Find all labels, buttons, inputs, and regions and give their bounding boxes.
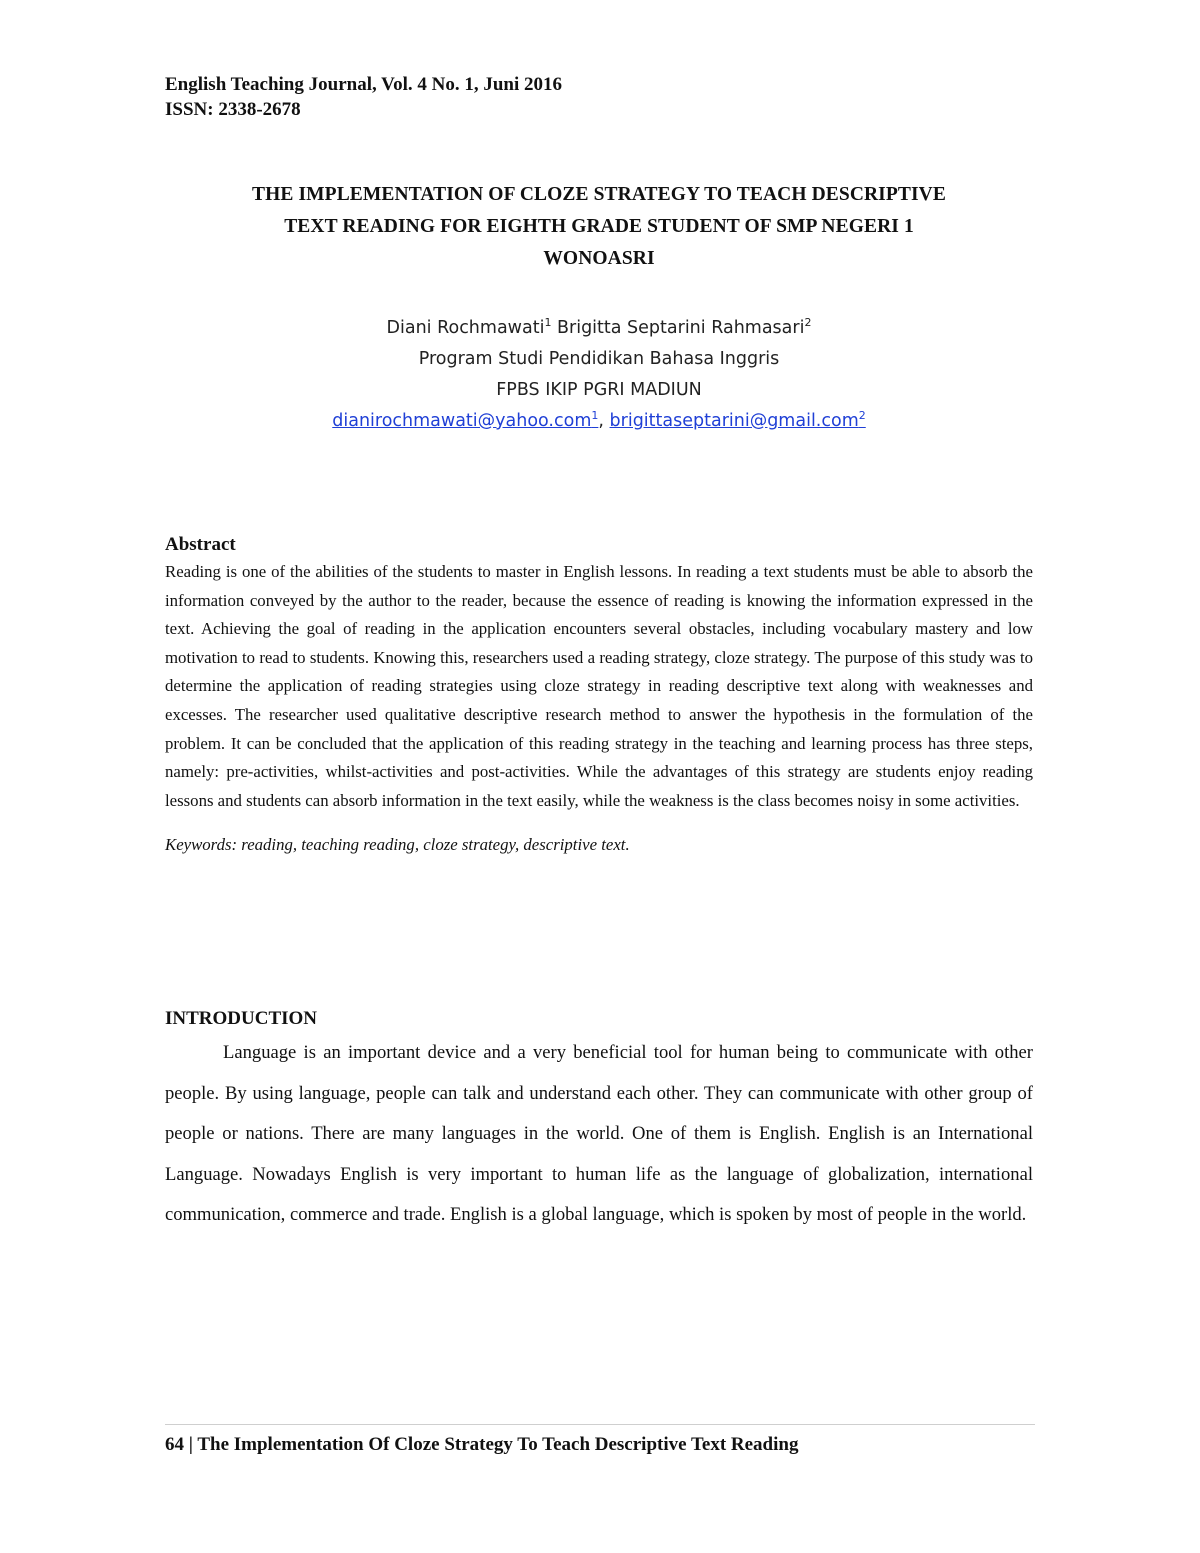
email-separator: , — [598, 411, 604, 431]
email-link[interactable]: brigittaseptarini@gmail.com$^2$ — [609, 409, 866, 431]
introduction-body: Language is an important device and a very beneficial tool for human being to communicate with other people. By using language, people can talk and understand each other. They can communicate with other group of people or nations. There are many languages in the world. One of them is English. English is an International Language. Nowadays English is very important to human life as the language of globalization, international communication, commerce and trade. English is a global language, which is spoken by most of people in the world. — [165, 1042, 1033, 1225]
abstract-section — [165, 532, 1033, 859]
introduction-heading: INTRODUCTION — [165, 1008, 318, 1029]
introduction-section — [165, 1005, 1033, 1236]
title-line: THE IMPLEMENTATION OF CLOZE STRATEGY TO TEACH DESCRIPTIVE — [252, 184, 946, 205]
author-names — [165, 313, 1033, 344]
affiliation-mark: 2 — [804, 316, 812, 330]
author-name: Diani Rochmawati — [386, 318, 545, 338]
institution-name: FPBS IKIP PGRI MADIUN — [496, 380, 702, 400]
footer-divider — [165, 1424, 1035, 1425]
journal-header — [165, 72, 562, 122]
abstract-heading: Abstract — [165, 534, 236, 555]
email-line — [165, 406, 1033, 437]
journal-name: English Teaching Journal, Vol. 4 No. 1, Juni 2016 — [165, 74, 563, 95]
paper-title — [165, 179, 1033, 275]
title-line: TEXT READING FOR EIGHTH GRADE STUDENT OF SMP NEGERI 1 — [284, 216, 914, 237]
authors-block — [165, 313, 1033, 437]
keywords: Keywords: reading, teaching reading, cloze strategy, descriptive text. — [165, 835, 630, 855]
program-name: Program Studi Pendidikan Bahasa Inggris — [418, 349, 780, 369]
affiliation-mark: 1 — [544, 316, 552, 330]
page-footer: 64 | The Implementation Of Cloze Strategy To Teach Descriptive Text Reading — [165, 1434, 799, 1455]
issn: ISSN: 2338-2678 — [165, 99, 301, 120]
title-line: WONOASRI — [543, 248, 655, 269]
abstract-body: Reading is one of the abilities of the students to master in English lessons. In reading a text students must be able to absorb the information conveyed by the author to the reader, because the essence of reading is knowing the information expressed in the text. Achieving the goal of reading in the application encounters several obstacles, including vocabulary mastery and low motivation to read to students. Knowing this, researchers used a reading strategy, cloze strategy. The purpose of this study was to determine the application of reading strategies using cloze strategy in reading descriptive text along with weaknesses and excesses. The researcher used qualitative descriptive research method to answer the hypothesis in the formulation of the problem. It can be concluded that the application of this reading strategy in the teaching and learning process has three steps, namely: pre-activities, whilst-activities and post-activities. While the advantages of this strategy are students enjoy reading lessons and students can absorb information in the text easily, while the weakness is the class becomes noisy in some activities. — [165, 562, 1033, 810]
author-name: Brigitta Septarini Rahmasari — [557, 318, 805, 338]
email-link[interactable]: dianirochmawati@yahoo.com$^1$ — [332, 409, 599, 431]
